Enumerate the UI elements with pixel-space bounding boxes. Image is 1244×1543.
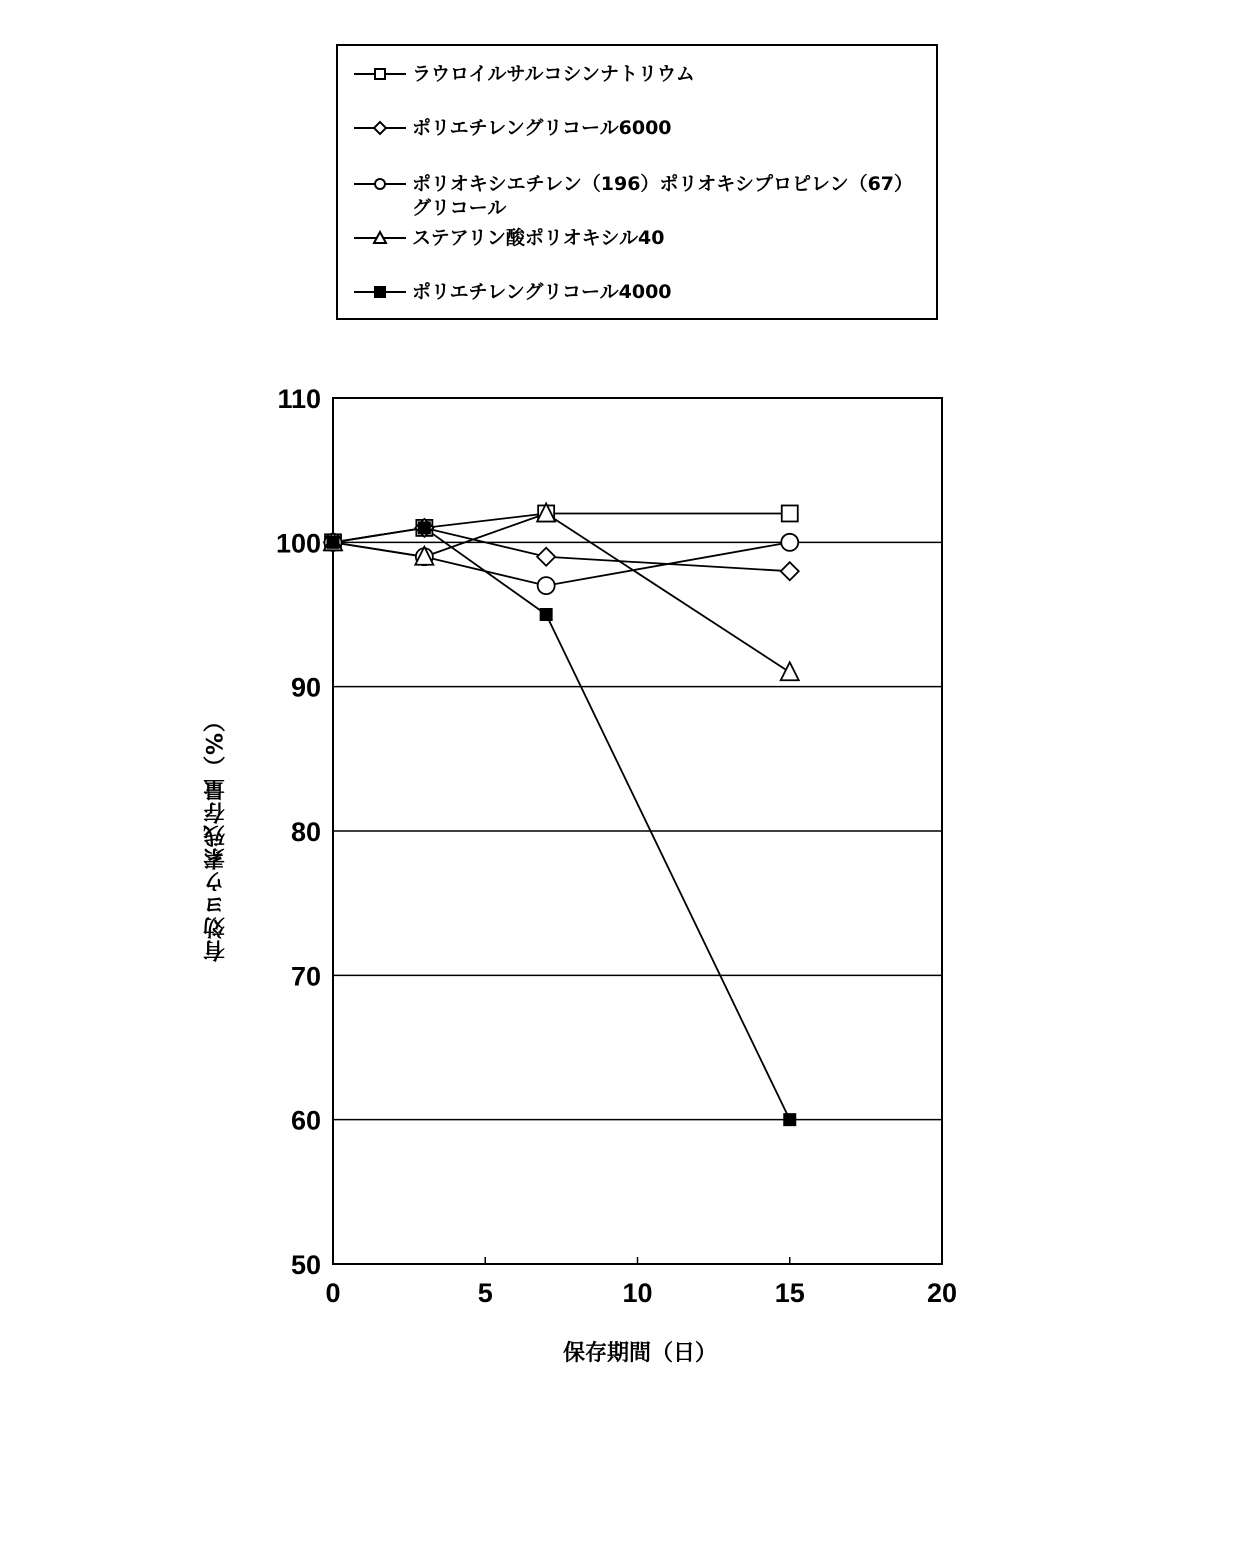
open-circle-marker-icon (538, 577, 555, 594)
series-line (333, 542, 790, 585)
axis-ticks (276, 384, 957, 1308)
y-axis-label: 有効ヨウ素残存量（%） (203, 708, 229, 962)
x-axis-label: 保存期間（日） (562, 1341, 717, 1366)
filled-square-marker-icon (327, 536, 339, 548)
y-tick-label: 50 (290, 1250, 321, 1280)
filled-square-marker-icon (418, 522, 430, 534)
open-triangle-marker-icon (781, 662, 799, 680)
open-diamond-marker-icon (781, 562, 799, 580)
data-series (324, 503, 799, 1125)
x-tick-label: 0 (325, 1278, 341, 1308)
x-tick-label: 5 (477, 1278, 493, 1308)
open-square-marker-icon (782, 505, 798, 521)
x-tick-label: 10 (622, 1278, 653, 1308)
series-markers (325, 505, 798, 550)
y-tick-label: 90 (290, 672, 321, 703)
filled-square-marker-icon (540, 609, 552, 621)
series-line (333, 528, 790, 571)
open-circle-marker-icon (781, 534, 798, 551)
legend-label: ラウロイルサルコシンナトリウム (412, 63, 695, 85)
series-markers (324, 519, 799, 580)
legend-label: ステアリン酸ポリオキシル40 (412, 227, 665, 249)
legend-label: ポリエチレングリコール4000 (412, 281, 672, 303)
y-tick-label: 70 (290, 961, 321, 992)
legend-label: ポリオキシエチレン（196）ポリオキシプロピレン（67） グリコール (412, 173, 914, 219)
series-markers (327, 522, 796, 1126)
y-tick-label: 60 (290, 1105, 321, 1136)
y-tick-label: 80 (290, 817, 321, 847)
x-tick-label: 20 (926, 1278, 958, 1308)
open-diamond-marker-icon (537, 548, 555, 566)
series-line (333, 513, 790, 542)
y-tick-label: 110 (277, 384, 321, 414)
gridlines (333, 542, 942, 1119)
series-markers (324, 503, 799, 680)
series-line (333, 528, 790, 1120)
series-line (333, 513, 790, 672)
filled-square-marker-icon (784, 1114, 796, 1126)
legend-label: ポリエチレングリコール6000 (412, 117, 672, 139)
y-tick-label: 100 (275, 528, 321, 559)
x-tick-label: 15 (774, 1278, 805, 1308)
